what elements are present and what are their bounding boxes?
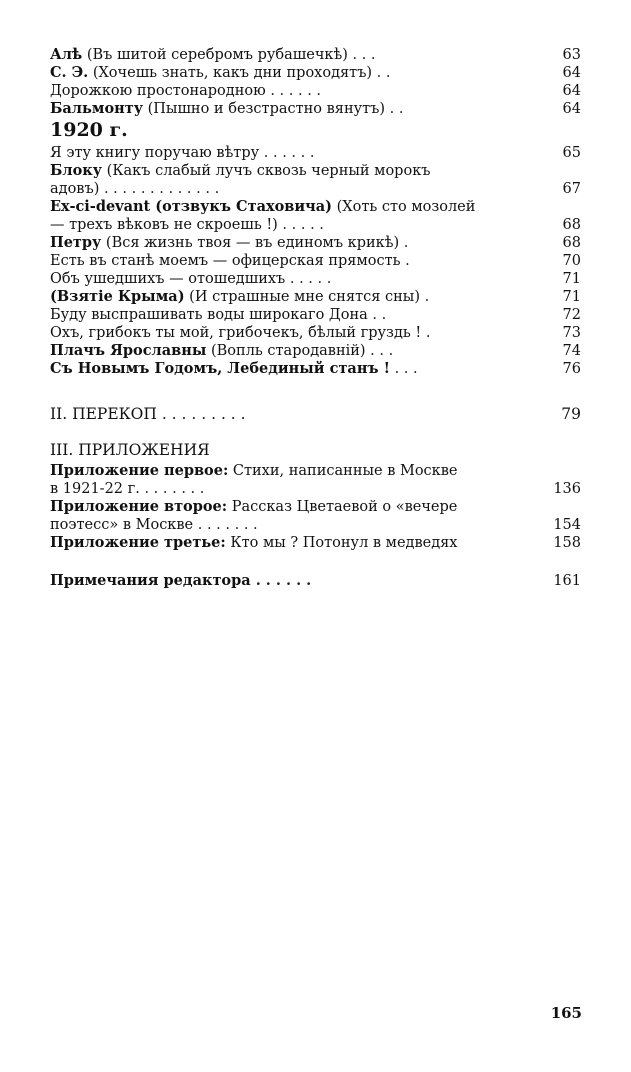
entry-line bbox=[50, 162, 535, 180]
appendix-group bbox=[50, 462, 581, 552]
page-number: 64 bbox=[562, 65, 581, 81]
part-label: II. ПЕРЕКОП bbox=[50, 405, 157, 423]
toc-entry bbox=[50, 498, 581, 534]
leader-dots: . . . bbox=[347, 47, 376, 63]
page-number: 64 bbox=[562, 83, 581, 99]
toc-entry bbox=[50, 198, 581, 234]
page-number: 72 bbox=[562, 307, 581, 323]
page-folio: 165 bbox=[550, 1004, 582, 1022]
entry-line bbox=[50, 216, 535, 234]
leader-dots: . . . . . bbox=[277, 217, 324, 233]
toc-entry bbox=[50, 270, 581, 288]
entry-title: Съ Новымъ Годомъ, Лебединый bbox=[50, 360, 325, 377]
entry-text: (Какъ слабый лучъ сквозь черный морокъ bbox=[102, 163, 431, 179]
toc-entry bbox=[50, 144, 581, 162]
page-number: 73 bbox=[562, 325, 581, 341]
entry-text: (Хочешь знать, какъ дни проходятъ) bbox=[88, 65, 373, 81]
toc-entry bbox=[50, 534, 581, 552]
entry-text: Стихи, написанные в Москве bbox=[228, 463, 458, 479]
table-of-contents bbox=[50, 46, 581, 590]
toc-entry bbox=[50, 324, 581, 342]
page-number: 68 bbox=[562, 235, 581, 251]
page-number: 64 bbox=[562, 101, 581, 117]
entry-line bbox=[50, 480, 535, 498]
entry-line bbox=[50, 198, 535, 216]
entry-text: Объ ушедшихъ — отошедшихъ bbox=[50, 271, 286, 287]
entry-text: (Вся жизнь твоя — въ единомъ крикѣ) bbox=[101, 235, 400, 251]
leader-dots: . . . . . . bbox=[265, 83, 322, 99]
toc-group-1919 bbox=[50, 46, 581, 118]
toc-entry bbox=[50, 64, 581, 82]
page-number: 68 bbox=[562, 217, 581, 233]
entry-title: Бальмонту bbox=[50, 100, 143, 117]
entry-text: Я эту книгу поручаю вѣтру bbox=[50, 145, 260, 161]
leader-dots: . . . . . . bbox=[259, 145, 315, 161]
leader-dots: . . . . . . . bbox=[193, 517, 258, 533]
toc-entry bbox=[50, 360, 581, 378]
toc-entry bbox=[50, 100, 581, 118]
page-number: 71 bbox=[562, 289, 581, 305]
leader-dots: . bbox=[399, 235, 409, 251]
toc-entry bbox=[50, 46, 581, 64]
toc-entry bbox=[50, 234, 581, 252]
editor-notes-entry bbox=[50, 572, 581, 590]
leader-dots: . . . . . . . bbox=[139, 481, 205, 497]
page-number: 67 bbox=[562, 181, 581, 197]
page-number: 161 bbox=[553, 573, 581, 589]
entry-title: Плачъ Ярославны bbox=[50, 342, 207, 359]
leader-dots: . . . . . bbox=[285, 271, 332, 287]
toc-entry bbox=[50, 342, 581, 360]
entry-text: станъ ! bbox=[324, 360, 390, 377]
entry-title: Ex-ci-devant (отзвукъ Стаховича) bbox=[50, 198, 332, 215]
entry-title: (Взятіе Крыма) bbox=[50, 288, 185, 305]
page-number: 71 bbox=[562, 271, 581, 287]
leader-dots: . bbox=[400, 253, 410, 269]
entry-text: Кто мы ? Потонул в медведях bbox=[225, 535, 458, 551]
page-number: 154 bbox=[553, 517, 581, 533]
leader-dots: . . . . . . . . . bbox=[156, 405, 246, 423]
toc-entry bbox=[50, 82, 581, 100]
entry-text: — трехъ вѣковъ не скроешь !) bbox=[50, 217, 278, 233]
page-number: 65 bbox=[562, 145, 581, 161]
leader-dots: . bbox=[420, 289, 430, 305]
leader-dots: . . bbox=[385, 101, 404, 117]
entry-title: Приложение первое: bbox=[50, 462, 229, 479]
leader-dots: . . . . . . bbox=[250, 572, 312, 589]
entry-text: поэтесс» в Москве bbox=[50, 517, 194, 533]
toc-group-1920 bbox=[50, 144, 581, 378]
part-three-heading: III. ПРИЛОЖЕНИЯ bbox=[50, 441, 210, 459]
leader-dots: . bbox=[421, 325, 431, 341]
toc-entry bbox=[50, 288, 581, 306]
entry-title: Петру bbox=[50, 234, 102, 251]
page-number: 79 bbox=[561, 405, 581, 423]
entry-text: Буду выспрашивать воды широкаго Дона bbox=[50, 307, 368, 323]
leader-dots: . . bbox=[367, 307, 387, 323]
page-number: 63 bbox=[562, 47, 581, 63]
entry-line bbox=[50, 498, 535, 516]
leader-dots: . . . . . . . . . . . . . bbox=[99, 181, 220, 197]
year-heading: 1920 г. bbox=[50, 119, 128, 141]
entry-title: С. Э. bbox=[50, 64, 89, 81]
leader-dots: . . . bbox=[365, 343, 394, 359]
page-number: 76 bbox=[562, 361, 581, 377]
entry-text: (Хоть сто мозолей bbox=[332, 199, 476, 215]
page-number: 74 bbox=[562, 343, 581, 359]
entry-text: адовъ) bbox=[50, 181, 100, 197]
entry-text: Охъ, грибокъ ты мой, грибочекъ, бѣлый груздь ! bbox=[50, 325, 422, 341]
entry-line bbox=[50, 516, 535, 534]
toc-entry bbox=[50, 252, 581, 270]
entry-title: Блоку bbox=[50, 162, 103, 179]
leader-dots: . . bbox=[372, 65, 391, 81]
entry-text: (Вопль стародавній) bbox=[206, 343, 366, 359]
entry-text: (И страшные мне снятся сны) bbox=[184, 289, 420, 305]
entry-title: Примечания редактора bbox=[50, 572, 251, 589]
entry-text: Есть въ станѣ моемъ — офицерская прямость bbox=[50, 253, 401, 269]
entry-line bbox=[50, 180, 535, 198]
entry-title: Приложение второе: bbox=[50, 498, 228, 515]
toc-entry bbox=[50, 162, 581, 198]
page-number: 158 bbox=[553, 535, 581, 551]
entry-title: Алѣ bbox=[50, 46, 83, 63]
entry-text: (Въ шитой серебромъ рубашечкѣ) bbox=[82, 47, 348, 63]
entry-text: (Пышно и безстрастно вянутъ) bbox=[143, 101, 386, 117]
page-number: 70 bbox=[562, 253, 581, 269]
entry-text: в 1921-22 г. bbox=[50, 481, 140, 497]
entry-line bbox=[50, 462, 535, 480]
toc-entry bbox=[50, 306, 581, 324]
leader-dots: . . . bbox=[389, 361, 418, 377]
toc-entry bbox=[50, 462, 581, 498]
part-two-entry bbox=[50, 404, 581, 424]
entry-text: Рассказ Цветаевой о «вечере bbox=[227, 499, 458, 515]
page-number: 136 bbox=[553, 481, 581, 497]
entry-title: Приложение третье: bbox=[50, 534, 226, 551]
entry-text: Дорожкою простонародною bbox=[50, 83, 266, 99]
